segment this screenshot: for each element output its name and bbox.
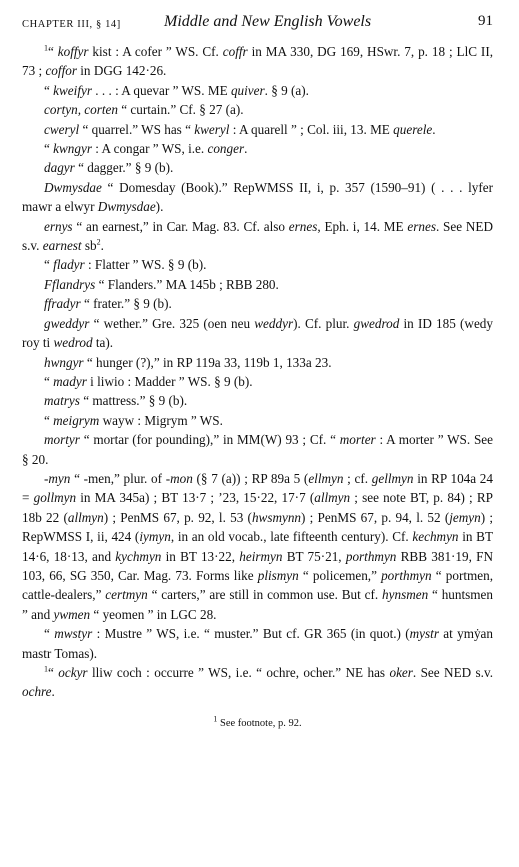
- running-title: Middle and New English Vowels: [164, 13, 372, 30]
- entry-paragraph: “ fladyr : Flatter ” WS. § 9 (b).: [44, 257, 207, 273]
- page-number: 91: [478, 13, 493, 29]
- entry-paragraph: mortyr “ mortar (for pounding),” in MM(W) 93 ; Cf. “ morter : A morter ” WS. See § 20.: [22, 432, 493, 467]
- entry-paragraph: ffradyr “ frater.” § 9 (b).: [44, 296, 172, 312]
- entry-paragraph: -myn “ -men,” plur. of -mon (§ 7 (a)) ; RP 89a 5 (ellmyn ; cf. gellmyn in RP 104a 24 = gollmyn in MA 345a) ; BT 13·7 ; ’23, 15·22, 17·7 (allmyn ; see note BT, p. 84) ; RP 18b 22 (allmyn) ; PenMS 67, p. 92, l. 53 (hwsmynn) ; PenMS 67, p. 94, l. 52 (jemyn) ; RepWMSS I, ii, 424 (iymyn, in an old vocab., late fifteenth century). Cf. kechmyn in BT 14·6, 18·13, and kychmyn in BT 13·22, heirmyn BT 75·21, porthmyn RBB 381·19, FN 103, 66, SG 350, Car. Mag. 73. Forms like plismyn “ policemen,” porthmyn “ portmen, cattle-dealers,” certmyn “ carters,” are still in common use. But cf. hynsmen “ huntsmen ” and ywmen “ yeomen ” in LGC 28.: [22, 470, 494, 622]
- footnote-marker: 1: [213, 714, 218, 724]
- running-header: [22, 12, 493, 34]
- footnote-text: See footnote, p. 92.: [219, 717, 302, 729]
- entry-paragraph: ernys “ an earnest,” in Car. Mag. 83. Cf. also ernes, Eph. i, 14. ME ernes. See NED s.v. earnest $sb^2$.: [22, 218, 493, 254]
- entry-paragraph: Dwmysdae “ Domesday (Book).” RepWMSS II, i, p. 357 (1590–91) ( . . . lyfer mawr a elwyr Dwmysdae).: [22, 179, 493, 215]
- entry-paragraph: “ meigrym wayw : Migrym ” WS.: [44, 412, 223, 428]
- page-body: [22, 42, 493, 702]
- entry-paragraph: cweryl “ quarrel.” WS has “ kweryl : A quarell ” ; Col. iii, 13. ME querele.: [44, 121, 436, 137]
- entry-paragraph: matrys “ mattress.” § 9 (b).: [44, 393, 188, 409]
- entry-paragraph: hwngyr “ hunger (?),” in RP 119a 33, 119b 1, 133a 23.: [44, 354, 332, 370]
- entry-paragraph: $^1$“ koffyr kist : A cofer ” WS. Cf. coffr in MA 330, DG 169, HSwr. 7, p. 18 ; LlC II, 73 ; coffor in DGG 142·26.: [22, 43, 494, 79]
- entry-paragraph: “ kwngyr : A congar ” WS, i.e. conger.: [44, 141, 248, 157]
- entry-paragraph: “ mwstyr : Mustre ” WS, i.e. “ muster.” But cf. GR 365 (in quot.) (mystr at ymẏan mastr Tomas).: [22, 626, 494, 661]
- entry-paragraph: $^1$“ ockyr lliw coch : occurre ” WS, i.e. “ ochre, ocher.” NE has oker. See NED s.v. ochre.: [22, 664, 494, 700]
- footnote: [22, 714, 493, 733]
- entry-paragraph: “ kweifyr . . . : A quevar ” WS. ME quiver. § 9 (a).: [44, 82, 309, 98]
- entry-paragraph: Fflandrys “ Flanders.” MA 145b ; RBB 280.: [44, 276, 279, 292]
- chapter-reference: CHAPTER III, § 14]: [22, 19, 121, 30]
- entry-paragraph: gweddyr “ wether.” Gre. 325 (oen neu weddyr). Cf. plur. gwedrod in ID 185 (wedy roy ti wedrod ta).: [22, 315, 493, 351]
- entry-paragraph: dagyr “ dagger.” § 9 (b).: [44, 160, 174, 176]
- entry-paragraph: cortyn, corten “ curtain.” Cf. § 27 (a).: [44, 102, 244, 118]
- entry-paragraph: “ madyr i liwio : Madder ” WS. § 9 (b).: [44, 373, 253, 389]
